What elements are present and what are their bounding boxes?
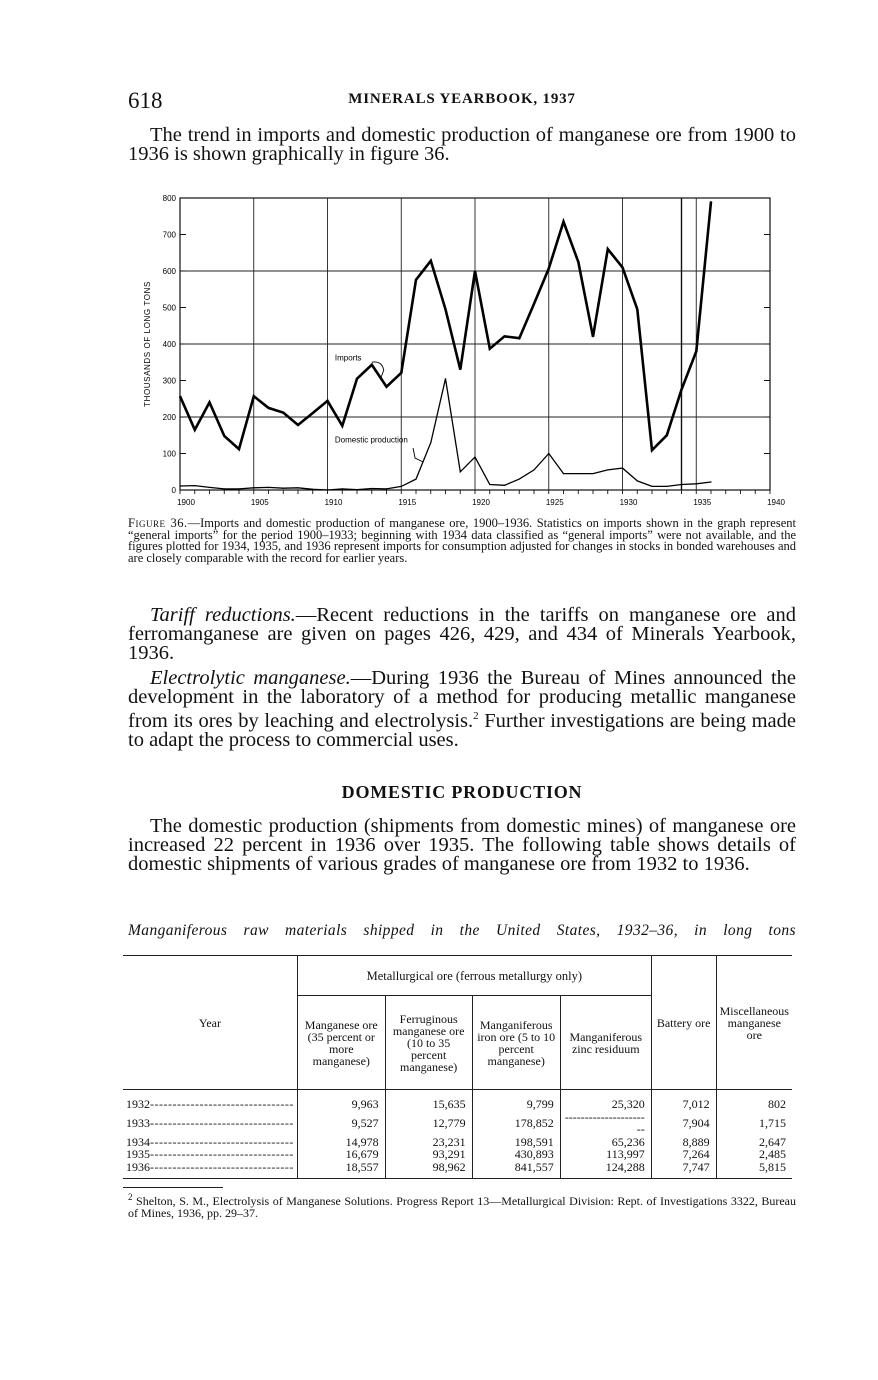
data-point [504, 336, 505, 337]
tariff-paragraph [128, 606, 796, 663]
y-tick-label: 200 [162, 413, 176, 422]
data-point [533, 469, 534, 470]
leader-dots: -------------------------------- [150, 1115, 294, 1130]
x-tick-label: 1910 [324, 498, 343, 507]
table-cell: 9,799 [472, 1090, 560, 1111]
x-tick-label: 1935 [693, 498, 712, 507]
domestic-annotation: Domestic production [334, 435, 408, 445]
chart-svg [138, 188, 788, 513]
data-point [666, 435, 667, 436]
table-row [123, 1111, 792, 1136]
table-cell: 2,647 [759, 1134, 786, 1149]
data-point [592, 473, 593, 474]
data-point [268, 487, 269, 488]
y-tick-label: 300 [162, 376, 176, 386]
col-header-manganese-ore: Manganese ore (35 percent or more manganese) [297, 996, 385, 1090]
leader-dots: -------------------------------- [150, 1097, 294, 1111]
intro-paragraph: The trend in imports and domestic production of manganese ore from 1900 to 1936 is shown graphically in figure 36. [128, 124, 796, 165]
data-point [312, 412, 313, 413]
x-tick-label: 1925 [545, 498, 564, 507]
data-point [445, 309, 446, 310]
data-point [327, 400, 328, 401]
empty-cell-dashes: ---------------------- [564, 1109, 645, 1136]
data-point [268, 407, 269, 408]
data-point [489, 484, 490, 485]
figure-caption [128, 518, 796, 564]
col-header-battery: Battery ore [651, 956, 716, 1090]
table-year-cell [123, 1161, 297, 1179]
data-point [342, 488, 343, 489]
data-point [386, 386, 387, 387]
data-point [386, 488, 387, 489]
data-point [578, 261, 579, 262]
data-point [563, 473, 564, 474]
data-point [548, 268, 549, 269]
data-point [371, 364, 372, 365]
y-tick-label: 0 [171, 486, 176, 495]
table-cell: 18,557 [297, 1161, 385, 1179]
data-point [622, 267, 623, 268]
data-point [179, 396, 180, 397]
table-cell: 9,963 [297, 1090, 385, 1111]
data-point [415, 279, 416, 280]
table-cell: 9,527 [297, 1111, 385, 1136]
col-header-ferruginous: Ferruginous manganese ore (10 to 35 percent manganese) [385, 996, 472, 1090]
table-cell [560, 1111, 651, 1136]
data-point [238, 488, 239, 489]
table-year-cell [123, 1111, 297, 1136]
data-point [548, 453, 549, 454]
x-tick-label: 1905 [250, 498, 269, 507]
table-year: 1932 [126, 1097, 150, 1111]
tariff-text: —Recent reductions in the tariffs on manganese ore and ferromanganese are given on pages 426, 429, and 434 of Minerals Yearbook, 1936. [128, 604, 796, 664]
data-point [312, 489, 313, 490]
data-point [519, 338, 520, 339]
data-point [607, 249, 608, 250]
table-cell: 15,635 [385, 1090, 472, 1111]
table-cell: 178,852 [472, 1111, 560, 1136]
data-point [194, 485, 195, 486]
table-cell: 16,679 [297, 1148, 385, 1161]
running-title: MINERALS YEARBOOK, 1937 [348, 91, 576, 107]
table-year: 1935 [126, 1147, 150, 1161]
data-point [696, 483, 697, 484]
y-axis-label: THOUSANDS OF LONG TONS [143, 281, 152, 407]
data-point [194, 429, 195, 430]
y-tick-label: 100 [162, 449, 176, 459]
data-point [489, 348, 490, 349]
imports-line [180, 202, 711, 451]
table-row [123, 1090, 792, 1111]
data-point [356, 378, 357, 379]
data-point [710, 481, 711, 482]
domestic-production-line [180, 379, 711, 490]
table-cell: 14,978 [297, 1136, 385, 1149]
section-heading: DOMESTIC PRODUCTION [341, 782, 583, 802]
metallurgical-group-header: Metallurgical ore (ferrous metallurgy only) [297, 956, 651, 996]
data-point [371, 488, 372, 489]
y-tick-label: 800 [162, 194, 176, 203]
data-point [356, 489, 357, 490]
data-point [622, 468, 623, 469]
col-header-zinc-residuum: Manganiferous zinc residuum [560, 996, 651, 1090]
page-header [128, 88, 796, 118]
footnote-rule [123, 1187, 223, 1188]
imports-annotation: Imports [334, 353, 362, 363]
data-point [460, 369, 461, 370]
data-point [253, 396, 254, 397]
page-number: 618 [128, 88, 163, 113]
table-cell: 841,557 [472, 1161, 560, 1179]
data-point [460, 471, 461, 472]
table-year: 1936 [126, 1159, 150, 1174]
table-year: 1934 [126, 1134, 150, 1149]
table-cell: 1,715 [759, 1115, 786, 1130]
y-tick-label: 500 [162, 303, 176, 313]
x-tick-label: 1900 [177, 498, 195, 507]
data-point [209, 487, 210, 488]
x-tick-label: 1930 [619, 498, 638, 507]
data-point [607, 469, 608, 470]
domestic-production-paragraph: The domestic production (shipments from domestic mines) of manganese ore increased 22 percent in 1936 over 1935. The following table shows details of domestic shipments of various grades of manganese ore from 1932 to 1936. [128, 815, 796, 875]
data-point [696, 351, 697, 352]
data-point [563, 221, 564, 222]
data-point [209, 402, 210, 403]
data-point [651, 450, 652, 451]
figure-caption-text: —Imports and domestic production of manganese ore, 1900–1936. Statistics on imports shown in the graph represent “general imports” for the period 1900–1933; beginning with 1934 data classified as “general imports” were not available, and the figures plotted for 1934, 1935, and 1936 represent imports for consumption adjusted for changes in stocks in bonded warehouses and are closely comparable with the record for earlier years. [128, 516, 796, 565]
data-point [297, 424, 298, 425]
data-point [651, 486, 652, 487]
table-cell: 7,904 [651, 1111, 716, 1136]
data-point [681, 484, 682, 485]
data-point [519, 478, 520, 479]
data-point [238, 449, 239, 450]
x-tick-label: 1915 [398, 498, 417, 507]
footnote [128, 1192, 796, 1219]
data-point [224, 488, 225, 489]
year-header: Year [123, 956, 297, 1090]
table-cell: 2,485 [759, 1147, 786, 1161]
table-cell: 25,320 [560, 1090, 651, 1111]
electrolytic-text-before: —During 1936 the Bureau of Mines announced the development in the laboratory of a method for producing metallic manganese from its ores by leaching and electrolysis. [128, 667, 796, 732]
data-point [342, 425, 343, 426]
tariff-title: Tariff reductions. [150, 604, 296, 626]
data-point [592, 336, 593, 337]
table-cell: 12,779 [385, 1111, 472, 1136]
data-point [445, 378, 446, 379]
domestic-annotation-arrow [413, 448, 423, 462]
table-caption: Manganiferous raw materials shipped in the United States, 1932–36, in long tons [128, 922, 796, 939]
table-cell: 124,288 [560, 1161, 651, 1179]
figure-36-chart [138, 188, 788, 513]
y-tick-label: 600 [162, 267, 176, 276]
table-cell: 7,264 [651, 1148, 716, 1161]
data-point [430, 442, 431, 443]
y-tick-label: 400 [162, 340, 176, 349]
footnote-reference: 2 [473, 710, 479, 722]
data-point [710, 201, 711, 202]
table-cell: 198,591 [472, 1136, 560, 1149]
y-tick-label: 700 [162, 230, 176, 240]
data-point [253, 487, 254, 488]
table-cell: 5,815 [716, 1161, 792, 1179]
table-year-cell [123, 1090, 297, 1111]
data-point [637, 309, 638, 310]
data-point [327, 489, 328, 490]
data-point [474, 457, 475, 458]
table-cell: 93,291 [385, 1148, 472, 1161]
table-cell: 802 [768, 1097, 786, 1111]
data-point [474, 270, 475, 271]
data-point [578, 473, 579, 474]
x-tick-label: 1920 [472, 498, 490, 507]
col-header-misc: Miscellaneous manganese ore [716, 956, 792, 1090]
data-point [401, 486, 402, 487]
table-cell: 7,747 [651, 1161, 716, 1179]
data-point [297, 487, 298, 488]
data-point [401, 372, 402, 373]
table-cell: 113,997 [560, 1148, 651, 1161]
data-point [681, 389, 682, 390]
figure-label: Figure 36. [128, 516, 188, 530]
footnote-marker: 2 [128, 1192, 133, 1202]
data-point [637, 480, 638, 481]
table-cell: 8,889 [651, 1136, 716, 1149]
leader-dots: -------------------------------- [150, 1147, 294, 1161]
table-cell: 23,231 [385, 1136, 472, 1149]
data-point [504, 485, 505, 486]
electrolytic-paragraph [128, 669, 796, 750]
table-cell: 7,012 [651, 1090, 716, 1111]
data-point [283, 412, 284, 413]
electrolytic-text-after: Further investigations are being made to adapt the process to commercial uses. [128, 709, 796, 751]
data-point [179, 485, 180, 486]
leader-dots: -------------------------------- [150, 1159, 294, 1174]
footnote-text: Shelton, S. M., Electrolysis of Manganese Solutions. Progress Report 13—Metallurgical Division: Rept. of Investigations 3322, Bureau of Mines, 1936, pp. 29–37. [128, 1194, 796, 1220]
manganese-shipments-table [123, 955, 792, 1179]
x-tick-label: 1940 [767, 498, 785, 507]
data-point [283, 488, 284, 489]
data-point [415, 478, 416, 479]
electrolytic-title: Electrolytic manganese. [150, 667, 351, 689]
data-point [430, 260, 431, 261]
table-cell: 98,962 [385, 1161, 472, 1179]
leader-dots: -------------------------------- [150, 1134, 294, 1149]
table-year: 1933 [126, 1115, 150, 1130]
data-point [666, 486, 667, 487]
data-point [224, 435, 225, 436]
col-header-manganiferous-iron: Manganiferous iron ore (5 to 10 percent manganese) [472, 996, 560, 1090]
table-row [123, 1161, 792, 1179]
data-point [533, 303, 534, 304]
table-cell: 430,893 [472, 1148, 560, 1161]
table-cell: 65,236 [560, 1136, 651, 1149]
